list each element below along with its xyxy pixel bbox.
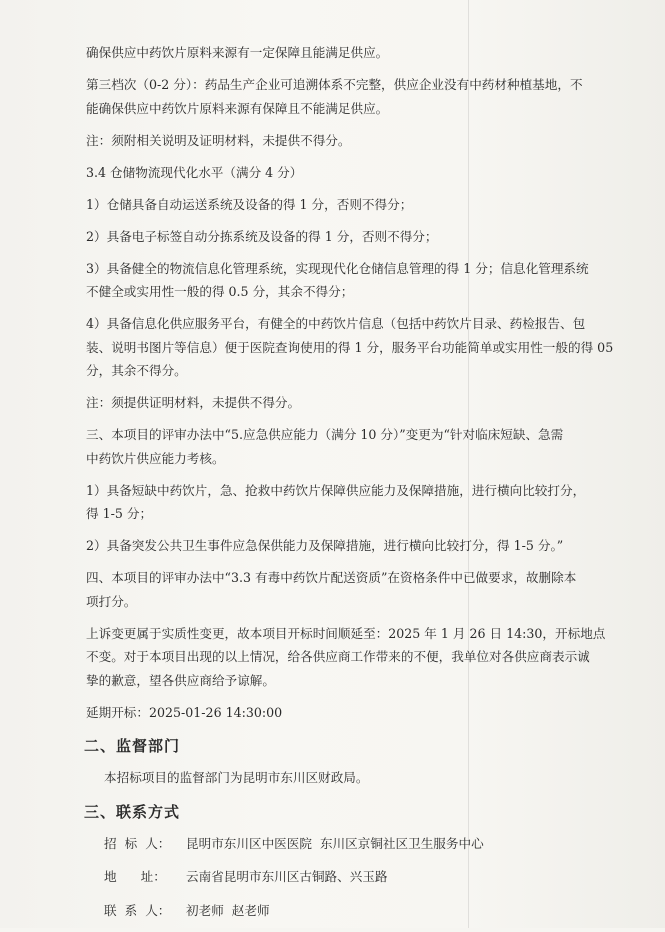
contact-key-address: 地 址： bbox=[104, 869, 166, 884]
paragraph-item-4: 4）具备信息化供应服务平台，有健全的中药饮片信息（包括中药饮片目录、药检报告、包 装、说明书图片等信息）便于医院查询使用的得 1 分，服务平台功能简单或实用性一般的得 05 分，其余不得分。 bbox=[86, 316, 614, 378]
contact-person bbox=[86, 899, 610, 923]
contact-key-person: 联 系 人： bbox=[104, 902, 171, 918]
paragraph-supervision-dept: 本招标项目的监督部门为昆明市东川区财政局。 bbox=[104, 770, 369, 785]
contact-tenderer bbox=[86, 832, 610, 856]
paragraph-note-proof: 注：须提供证明材料，未提供不得分。 bbox=[86, 395, 301, 410]
paragraph-postponed-opening: 延期开标：2025-01-26 14:30:00 bbox=[86, 704, 283, 720]
paragraph-emergency-item-1: 1）具备短缺中药饮片，急、抢救中药饮片保障供应能力及保障措施，进行横向比较打分， 得 1-5 分； bbox=[86, 482, 586, 521]
paragraph-emergency-item-2: 2）具备突发公共卫生事件应急保供能力及保障措施，进行横向比较打分，得 1-5 分。” bbox=[86, 538, 564, 553]
contact-key-tenderer: 招 标 人： bbox=[104, 835, 171, 851]
paragraph-item-1: 1）仓储具备自动运送系统及设备的得 1 分，否则不得分； bbox=[86, 196, 413, 212]
paragraph-postponement: 上诉变更属于实质性变更，故本项目开标时间顺延至：2025 年 1 月 26 日 14:30，开标地点 不变。对于本项目出现的以上情况，给各供应商工作带来的不便，我单位对各供应商表示诚 挚的歉意，望各供应商给予谅解。 bbox=[86, 625, 606, 688]
contact-value-tenderer: 昆明市东川区中医医院 东川区京铜社区卫生服务中心 bbox=[186, 835, 484, 851]
contact-value-person: 初老师 赵老师 bbox=[186, 902, 270, 918]
paragraph-note-materials: 注：须附相关说明及证明材料，未提供不得分。 bbox=[86, 132, 351, 148]
paragraph-third-tier: 第三档次（0-2 分）：药品生产企业可追溯体系不完整，供应企业没有中药材种植基地，不 能确保供应中药饮片原料来源有保障且不能满足供应。 bbox=[86, 77, 583, 116]
paragraph-supply-guarantee: 确保供应中药饮片原料来源有一定保障且能满足供应。 bbox=[86, 45, 389, 60]
contact-address bbox=[86, 865, 610, 889]
paragraph-item-2: 2）具备电子标签自动分拣系统及设备的得 1 分，否则不得分； bbox=[86, 228, 438, 244]
section-heading-contact: 三、联系方式 bbox=[84, 802, 181, 821]
paragraph-item-3: 3）具备健全的物流信息化管理系统，实现现代化仓储信息管理的得 1 分；信息化管理系统 不健全或实用性一般的得 0.5 分，其余不得分； bbox=[86, 260, 589, 299]
document-body bbox=[84, 41, 614, 932]
paragraph-toxic-delivery: 四、本项目的评审办法中“3.3 有毒中药饮片配送资质”在资格条件中已做要求，故删除本 项打分。 bbox=[86, 570, 577, 609]
contact-value-address: 云南省昆明市东川区古铜路、兴玉路 bbox=[186, 869, 388, 884]
paragraph-warehouse-title: 3.4 仓储物流现代化水平（满分 4 分） bbox=[86, 164, 303, 180]
paragraph-emergency-change: 三、本项目的评审办法中“5.应急供应能力（满分 10 分）”变更为“针对临床短缺、急需 中药饮片供应能力考核。 bbox=[86, 427, 564, 466]
section-heading-supervision: 二、监督部门 bbox=[84, 737, 181, 755]
